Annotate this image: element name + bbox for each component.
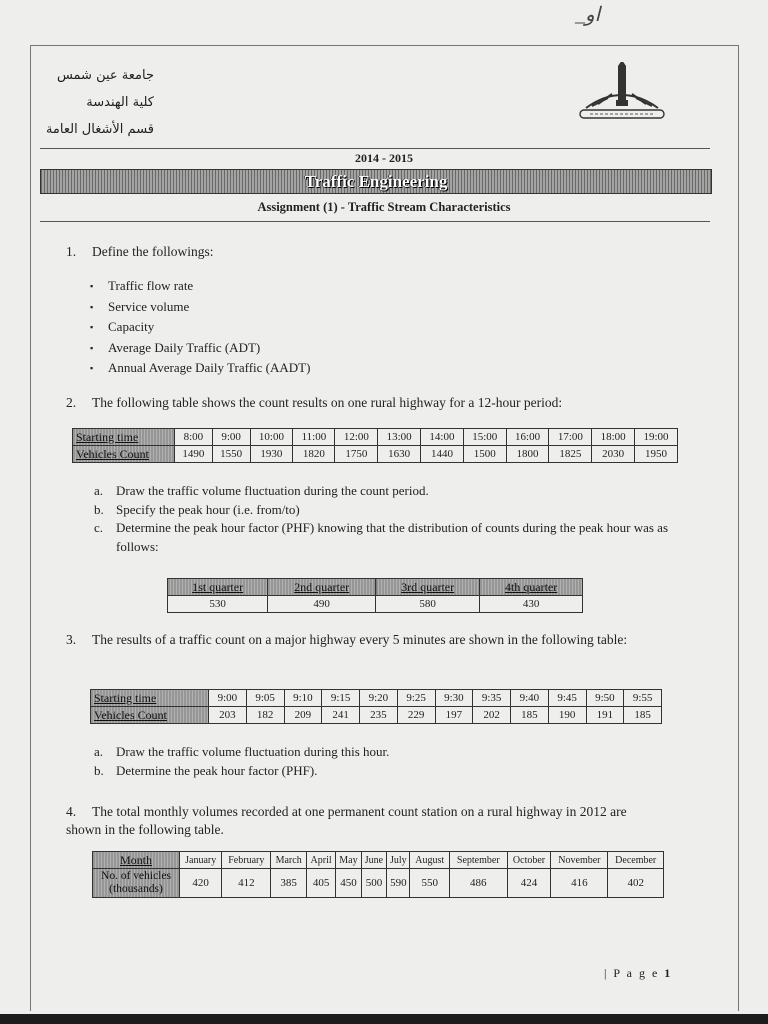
- monthly-volume-table: [92, 851, 664, 898]
- column-header: 2nd quarter: [268, 579, 376, 596]
- table-cell: 9:30: [435, 690, 473, 707]
- part-text: Determine the peak hour factor (PHF).: [116, 762, 318, 778]
- table-cell: January: [180, 852, 222, 869]
- table-cell: December: [608, 852, 664, 869]
- table-cell: August: [410, 852, 449, 869]
- question-text: Define the followings:: [92, 244, 214, 259]
- table-cell: 9:50: [586, 690, 624, 707]
- table-cell: February: [222, 852, 271, 869]
- table-cell: April: [307, 852, 336, 869]
- list-item: [94, 743, 674, 762]
- table-cell: 9:15: [322, 690, 360, 707]
- table-cell: 500: [361, 869, 387, 898]
- table-cell: 14:00: [421, 429, 464, 446]
- table-cell: 12:00: [335, 429, 378, 446]
- question-number: 2.: [66, 395, 77, 410]
- table-cell: 229: [397, 707, 435, 724]
- definitions-list: [90, 276, 310, 379]
- table-cell: 202: [473, 707, 511, 724]
- table-cell: 13:00: [378, 429, 421, 446]
- hourly-count-table: [72, 428, 678, 463]
- table-cell: 1440: [421, 446, 464, 463]
- table-cell: 1950: [635, 446, 678, 463]
- table-row: [91, 707, 662, 724]
- question-2-parts: [94, 482, 674, 556]
- table-cell: 450: [336, 869, 362, 898]
- table-cell: 8:00: [175, 429, 213, 446]
- table-cell: 9:00: [209, 690, 247, 707]
- table-cell: 1825: [549, 446, 592, 463]
- part-letter: b.: [94, 762, 104, 778]
- header-rule: [40, 148, 710, 149]
- table-cell: 16:00: [506, 429, 549, 446]
- row-header: Vehicles Count: [91, 707, 209, 724]
- table-row: [91, 690, 662, 707]
- column-header: 4th quarter: [480, 579, 583, 596]
- page-footer: [604, 966, 672, 981]
- list-item: ▪ Service volume: [90, 297, 310, 318]
- question-3: [66, 631, 666, 649]
- table-cell: 15:00: [463, 429, 506, 446]
- table-cell: June: [361, 852, 387, 869]
- table-cell: 11:00: [293, 429, 335, 446]
- table-cell: 9:05: [246, 690, 284, 707]
- department-name: قسم الأشغال العامة: [45, 122, 154, 137]
- table-cell: July: [387, 852, 410, 869]
- list-item: [94, 762, 674, 781]
- table-cell: 430: [480, 596, 583, 613]
- question-number: 3.: [66, 632, 77, 647]
- part-text: Determine the peak hour factor (PHF) knowing that the distribution of counts during the peak hour was as follows:: [116, 520, 669, 554]
- table-cell: 9:25: [397, 690, 435, 707]
- question-number: 1.: [66, 244, 77, 259]
- table-cell: 1750: [335, 446, 378, 463]
- table-cell: 1630: [378, 446, 421, 463]
- table-cell: 18:00: [592, 429, 635, 446]
- table-cell: 19:00: [635, 429, 678, 446]
- list-item: [94, 519, 674, 556]
- table-cell: 1490: [175, 446, 213, 463]
- list-item: [94, 482, 674, 501]
- table-cell: 9:20: [360, 690, 398, 707]
- table-cell: 402: [608, 869, 664, 898]
- table-cell: 424: [507, 869, 551, 898]
- list-item: [94, 501, 674, 520]
- table-row: [73, 429, 678, 446]
- table-cell: 1820: [293, 446, 335, 463]
- table-cell: 185: [511, 707, 549, 724]
- table-row: [168, 579, 583, 596]
- row-header: No. of vehicles (thousands): [93, 869, 180, 898]
- table-cell: 9:40: [511, 690, 549, 707]
- table-cell: 490: [268, 596, 376, 613]
- question-4: [66, 803, 656, 839]
- table-cell: September: [449, 852, 507, 869]
- row-header: Vehicles Count: [73, 446, 175, 463]
- table-cell: 385: [271, 869, 307, 898]
- part-text: Draw the traffic volume fluctuation during the count period.: [116, 483, 429, 498]
- table-cell: 530: [168, 596, 268, 613]
- table-cell: November: [551, 852, 608, 869]
- table-cell: 420: [180, 869, 222, 898]
- question-1: [66, 244, 213, 260]
- table-cell: 209: [284, 707, 322, 724]
- handwritten-note: _او: [575, 4, 601, 26]
- table-cell: 9:55: [624, 690, 662, 707]
- faculty-name: كلية الهندسة: [86, 95, 154, 110]
- course-title: Traffic Engineering: [304, 172, 448, 191]
- table-cell: 241: [322, 707, 360, 724]
- five-minute-count-table: [90, 689, 662, 724]
- scan-edge: [0, 1014, 768, 1024]
- list-item: ▪ Traffic flow rate: [90, 276, 310, 297]
- university-name: جامعة عين شمس: [56, 68, 154, 83]
- table-row: [93, 852, 664, 869]
- table-cell: 9:35: [473, 690, 511, 707]
- row-header: Starting time: [91, 690, 209, 707]
- table-cell: 235: [360, 707, 398, 724]
- table-cell: 1800: [506, 446, 549, 463]
- question-3-parts: [94, 743, 674, 780]
- table-cell: 190: [548, 707, 586, 724]
- title-rule: [40, 221, 710, 222]
- table-row: [93, 869, 664, 898]
- table-cell: 197: [435, 707, 473, 724]
- table-row: [73, 446, 678, 463]
- row-header: Month: [93, 852, 180, 869]
- table-cell: 203: [209, 707, 247, 724]
- table-cell: 10:00: [250, 429, 293, 446]
- table-cell: 590: [387, 869, 410, 898]
- part-text: Draw the traffic volume fluctuation during this hour.: [116, 744, 390, 759]
- table-cell: 1500: [463, 446, 506, 463]
- part-letter: a.: [94, 744, 104, 759]
- part-letter: a.: [94, 483, 104, 498]
- assignment-title: Assignment (1) - Traffic Stream Characteristics: [257, 200, 511, 214]
- question-number: 4.: [66, 804, 77, 819]
- row-header: Starting time: [73, 429, 175, 446]
- list-item: ▪ Annual Average Daily Traffic (AADT): [90, 358, 310, 379]
- academic-year: 2014 - 2015: [355, 151, 413, 165]
- table-cell: October: [507, 852, 551, 869]
- page-label: | P a g e: [604, 966, 660, 980]
- table-cell: 185: [624, 707, 662, 724]
- table-cell: 1930: [250, 446, 293, 463]
- table-cell: 17:00: [549, 429, 592, 446]
- university-header-arabic: [36, 62, 154, 143]
- table-cell: March: [271, 852, 307, 869]
- peak-hour-quarters-table: [167, 578, 583, 613]
- table-row: [168, 596, 583, 613]
- table-cell: 2030: [592, 446, 635, 463]
- table-cell: 405: [307, 869, 336, 898]
- question-2: [66, 395, 666, 411]
- university-logo-icon: [578, 62, 666, 124]
- question-text: The following table shows the count results on one rural highway for a 12-hour period:: [92, 395, 563, 410]
- course-banner: [40, 169, 712, 194]
- list-item: ▪ Capacity: [90, 317, 310, 338]
- column-header: 1st quarter: [168, 579, 268, 596]
- question-text: The total monthly volumes recorded at one permanent count station on a rural highway in 2012 are shown in the following table.: [66, 804, 627, 837]
- table-cell: 580: [376, 596, 480, 613]
- table-cell: 1550: [212, 446, 250, 463]
- column-header: 3rd quarter: [376, 579, 480, 596]
- table-cell: 9:00: [212, 429, 250, 446]
- table-cell: May: [336, 852, 362, 869]
- part-letter: c.: [94, 520, 104, 535]
- part-text: Specify the peak hour (i.e. from/to): [116, 501, 300, 517]
- question-text: The results of a traffic count on a major highway every 5 minutes are shown in the following table:: [92, 632, 628, 647]
- table-cell: 182: [246, 707, 284, 724]
- part-letter: b.: [94, 501, 104, 517]
- table-cell: 9:45: [548, 690, 586, 707]
- table-cell: 191: [586, 707, 624, 724]
- table-cell: 486: [449, 869, 507, 898]
- table-cell: 9:10: [284, 690, 322, 707]
- table-cell: 412: [222, 869, 271, 898]
- table-cell: 550: [410, 869, 449, 898]
- table-cell: 416: [551, 869, 608, 898]
- page-number: 1: [664, 966, 673, 980]
- list-item: ▪ Average Daily Traffic (ADT): [90, 338, 310, 359]
